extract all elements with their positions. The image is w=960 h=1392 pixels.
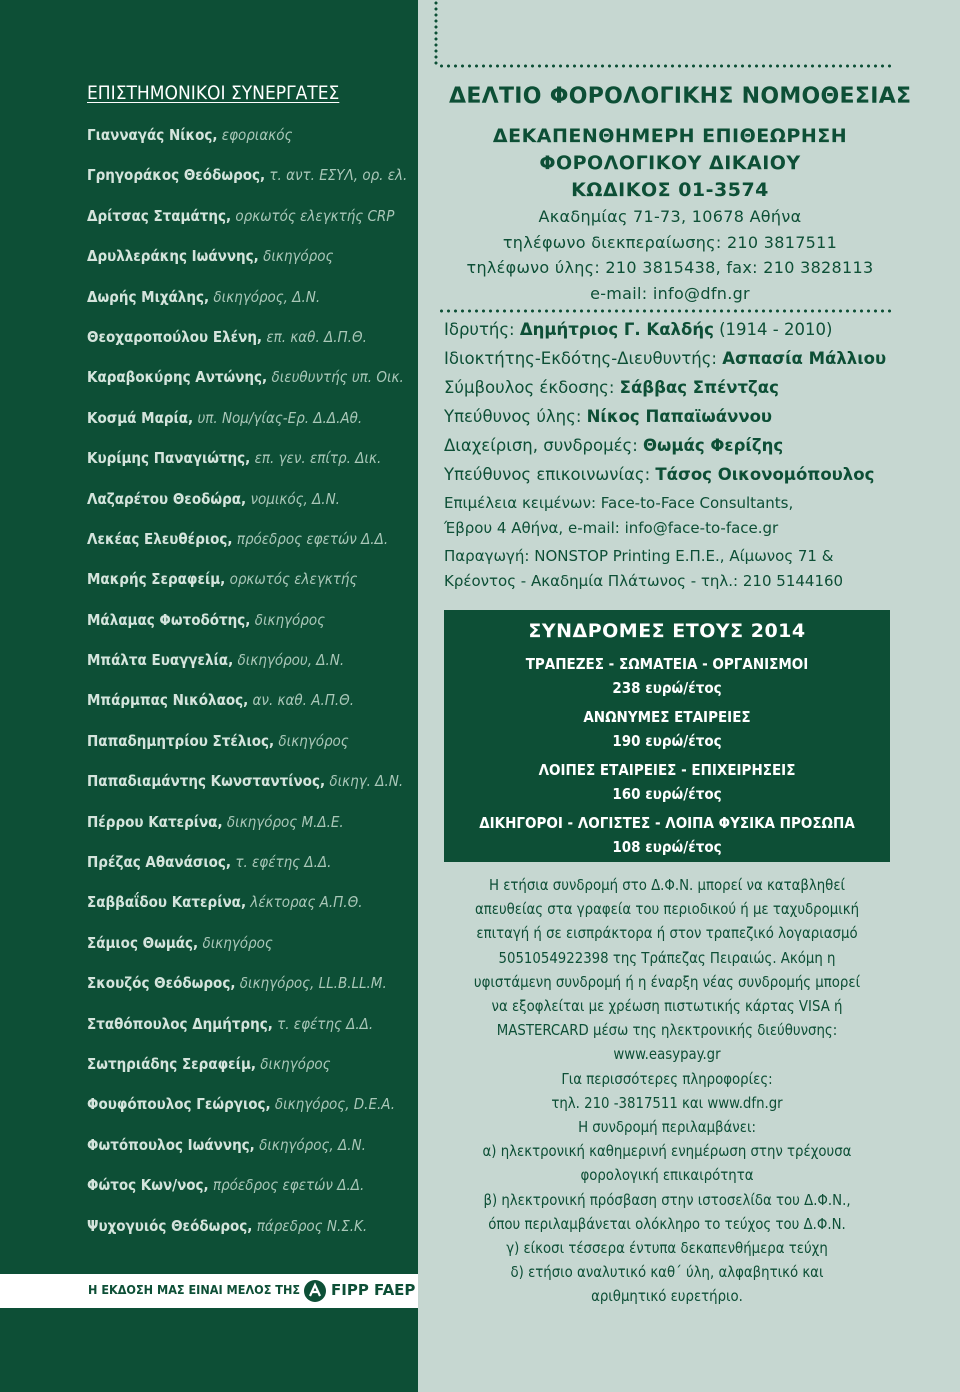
staff-founder: [444, 320, 832, 339]
staff-value: Τάσος Οικονομόπουλος: [655, 465, 875, 484]
collaborator-item: [87, 611, 407, 651]
printing-line-1: Παραγωγή: NONSTOP Printing Ε.Π.Ε., Αίμωνος 71 &: [444, 547, 834, 565]
dotted-divider: [438, 64, 894, 68]
editing-line-2: Έβρου 4 Αθήνα, e-mail: info@face-to-face.gr: [444, 519, 779, 537]
collaborator-name: Ψυχογυιός Θεόδωρος,: [87, 1216, 253, 1235]
subscription-category: ΔΙΚΗΓΟΡΟΙ - ΛΟΓΙΣΤΕΣ - ΛΟΙΠΑ ΦΥΣΙΚΑ ΠΡΟΣΩΠΑ: [479, 814, 855, 832]
collaborator-role: δικηγόρος: [258, 247, 334, 266]
info-line: Η συνδρομή περιλαμβάνει:: [578, 1119, 756, 1137]
collaborator-item: [87, 570, 407, 610]
masthead-phone-2: τηλέφωνο ύλης: 210 3815438, fax: 210 3828113: [466, 258, 874, 277]
collaborator-item: [87, 328, 407, 368]
collaborator-name: Σταθόπουλος Δημήτρης,: [87, 1014, 273, 1033]
subscription-price: 190 ευρώ/έτος: [612, 732, 722, 750]
info-line: επιταγή ή σε εισπράκτορα ή στον τραπεζικό λογαριασμό: [476, 925, 858, 943]
staff-content-manager: [444, 407, 772, 426]
collaborator-role: ορκωτός ελεγκτής: [225, 570, 358, 589]
staff-advisor: [444, 378, 779, 397]
info-line: υφιστάμενη συνδρομή ή η έναρξη νέας συνδρομής μπορεί: [473, 973, 861, 991]
collaborator-role: δικηγόρος: [250, 610, 325, 629]
collaborator-name: Σαββαΐδου Κατερίνα,: [87, 893, 247, 912]
collaborator-name: Φουφόπουλος Γεώργιος,: [87, 1095, 271, 1114]
collaborator-role: τ. αντ. ΕΣΥΛ, ορ. ελ.: [265, 166, 408, 185]
subscription-category: ΤΡΑΠΕΖΕΣ - ΣΩΜΑΤΕΙΑ - ΟΡΓΑΝΙΣΜΟΙ: [525, 655, 809, 673]
collaborator-item: [87, 288, 407, 328]
left-panel: [0, 0, 418, 1392]
staff-label: Διαχείριση, συνδρομές:: [444, 436, 644, 455]
collaborator-name: Θεοχαροπούλου Ελένη,: [87, 327, 263, 346]
membership-text: Η ΕΚΔΟΣΗ ΜΑΣ ΕΙΝΑΙ ΜΕΛΟΣ ΤΗΣ: [88, 1282, 301, 1297]
info-line: β) ηλεκτρονική πρόσβαση στην ιστοσελίδα του Δ.Φ.Ν.,: [483, 1191, 851, 1209]
staff-value: Σάββας Σπέντζας: [619, 378, 779, 397]
collaborator-name: Δωρής Μιχάλης,: [87, 287, 210, 306]
collaborator-role: δικηγόρος: [274, 731, 349, 750]
staff-label: Υπεύθυνος επικοινωνίας:: [444, 465, 656, 484]
collaborator-role: δικηγόρου, Δ.Ν.: [233, 651, 345, 670]
collaborator-role: αν. καθ. Α.Π.Θ.: [248, 691, 355, 710]
collaborator-name: Λαζαρέτου Θεοδώρα,: [87, 489, 247, 508]
collaborator-role: διευθυντής υπ. Οικ.: [267, 368, 404, 387]
collaborator-item: [87, 934, 407, 974]
collaborator-name: Γρηγοράκος Θεόδωρος,: [87, 166, 266, 185]
collaborator-name: Δρυλλεράκης Ιωάννης,: [87, 247, 259, 266]
collaborator-role: δικηγόρος, D.E.A.: [270, 1095, 396, 1114]
collaborator-item: [87, 853, 407, 893]
membership-bar: [0, 1274, 418, 1308]
collaborator-item: [87, 247, 407, 287]
vertical-dotted-divider: [434, 0, 438, 66]
collaborator-name: Μακρής Σεραφείμ,: [87, 570, 226, 589]
collaborators-heading: ΕΠΙΣΤΗΜΟΝΙΚΟΙ ΣΥΝΕΡΓΑΤΕΣ: [87, 82, 340, 104]
subscription-category: ΛΟΙΠΕΣ ΕΤΑΙΡΕΙΕΣ - ΕΠΙΧΕΙΡΗΣΕΙΣ: [538, 761, 796, 779]
info-line: να εξοφλείται με χρέωση πιστωτικής κάρτας VISA ή: [491, 998, 843, 1016]
masthead-line-1: ΔΕΚΑΠΕΝΘΗΜΕΡΗ ΕΠΙΘΕΩΡΗΣΗ: [492, 125, 848, 147]
collaborator-name: Λεκέας Ελευθέριος,: [87, 529, 233, 548]
info-line: γ) είκοσι τέσσερα έντυπα δεκαπενθήμερα τεύχη: [506, 1240, 828, 1258]
printing-line-2: Κρέοντος - Ακαδημία Πλάτωνος - τηλ.: 210 5144160: [444, 572, 844, 590]
fipp-logo-text: FIPP FAEP: [331, 1281, 416, 1299]
staff-extra: (1914 - 2010): [713, 320, 833, 339]
staff-value: Θωμάς Φερίζης: [643, 436, 784, 455]
subscription-price: 108 ευρώ/έτος: [612, 838, 722, 856]
collaborator-role: δικηγόρος, LL.B.LL.M.: [235, 974, 387, 993]
collaborator-role: δικηγόρος Μ.Δ.Ε.: [222, 812, 344, 831]
collaborator-item: [87, 1015, 407, 1055]
collaborator-name: Παπαδιαμάντης Κωνσταντίνος,: [87, 772, 326, 791]
collaborator-item: [87, 1217, 407, 1257]
collaborator-role: νομικός, Δ.Ν.: [246, 489, 340, 508]
collaborator-role: δικηγόρος: [256, 1054, 331, 1073]
collaborator-name: Σωτηριάδης Σεραφείμ,: [87, 1054, 256, 1073]
collaborator-role: λέκτορας Α.Π.Θ.: [246, 893, 363, 912]
staff-label: Σύμβουλος έκδοσης:: [444, 378, 620, 397]
masthead-phone-1: τηλέφωνο διεκπεραίωσης: 210 3817511: [502, 233, 838, 252]
collaborator-item: [87, 530, 407, 570]
subscription-info: [444, 874, 890, 1310]
collaborator-item: [87, 449, 407, 489]
collaborator-item: [87, 409, 407, 449]
info-line: απευθείας στα γραφεία του περιοδικού ή με ταχυδρομική: [474, 901, 860, 919]
publication-title: ΔΕΛΤΙΟ ΦΟΡΟΛΟΓΙΚΗΣ ΝΟΜΟΘΕΣΙΑΣ: [449, 84, 912, 109]
collaborator-name: Κοσμά Μαρία,: [87, 408, 194, 427]
info-line: φορολογική επικαιρότητα: [580, 1167, 754, 1185]
collaborator-name: Πέρρου Κατερίνα,: [87, 812, 223, 831]
collaborator-item: [87, 166, 407, 206]
collaborator-name: Μπάρμπας Νικόλαος,: [87, 691, 249, 710]
subscription-price: 238 ευρώ/έτος: [612, 679, 722, 697]
collaborator-item: [87, 813, 407, 853]
collaborator-item: [87, 368, 407, 408]
collaborator-item: [87, 207, 407, 247]
collaborator-role: πάρεδρος Ν.Σ.Κ.: [252, 1216, 368, 1235]
info-line: www.easypay.gr: [613, 1046, 721, 1064]
collaborator-item: [87, 651, 407, 691]
collaborator-role: επ. γεν. επίτρ. Δικ.: [250, 449, 382, 468]
collaborator-role: τ. εφέτης Δ.Δ.: [231, 853, 332, 872]
collaborator-name: Φώτος Κων/νος,: [87, 1176, 209, 1195]
info-line: τηλ. 210 -3817511 και www.dfn.gr: [551, 1094, 783, 1112]
collaborator-role: πρόεδρος εφετών Δ.Δ.: [208, 1176, 365, 1195]
collaborator-role: επ. καθ. Δ.Π.Θ.: [262, 327, 367, 346]
collaborators-list: [87, 126, 407, 1257]
info-line: α) ηλεκτρονική καθημερινή ενημέρωση στην τρέχουσα: [482, 1143, 852, 1161]
collaborator-role: δικηγόρος: [198, 933, 273, 952]
info-line: αριθμητικό ευρετήριο.: [591, 1288, 743, 1306]
masthead-address: Ακαδημίας 71-73, 10678 Αθήνα: [538, 207, 802, 226]
collaborator-item: [87, 732, 407, 772]
collaborator-item: [87, 893, 407, 933]
dotted-divider: [438, 309, 894, 313]
collaborator-item: [87, 126, 407, 166]
collaborator-item: [87, 974, 407, 1014]
collaborator-role: τ. εφέτης Δ.Δ.: [272, 1014, 374, 1033]
subscriptions-title: ΣΥΝΔΡΟΜΕΣ ΕΤΟΥΣ 2014: [528, 620, 806, 642]
collaborator-name: Γιανναγάς Νίκος,: [87, 126, 218, 144]
collaborator-item: [87, 691, 407, 731]
staff-subscriptions: [444, 436, 783, 455]
staff-label: Υπεύθυνος ύλης:: [444, 407, 587, 426]
collaborator-role: εφοριακός: [217, 126, 293, 144]
collaborator-item: [87, 1136, 407, 1176]
collaborator-item: [87, 1055, 407, 1095]
fipp-logo-icon: [303, 1279, 327, 1303]
staff-label: Ιδιοκτήτης-Εκδότης-Διευθυντής:: [444, 349, 723, 368]
collaborator-name: Μάλαμας Φωτοδότης,: [87, 610, 251, 629]
editing-line-1: Επιμέλεια κειμένων: Face-to-Face Consultants,: [444, 494, 794, 512]
masthead-line-2: ΦΟΡΟΛΟΓΙΚΟΥ ΔΙΚΑΙΟΥ: [539, 152, 801, 174]
collaborator-name: Σάμιος Θωμάς,: [87, 933, 199, 952]
collaborator-role: δικηγ. Δ.Ν.: [325, 772, 404, 791]
collaborator-name: Παπαδημητρίου Στέλιος,: [87, 731, 275, 750]
collaborator-role: υπ. Νομ/γίας-Ερ. Δ.Δ.Αθ.: [193, 408, 363, 427]
collaborator-item: [87, 1176, 407, 1216]
staff-value: Ασπασία Μάλλιου: [722, 349, 887, 368]
subscription-price: 160 ευρώ/έτος: [612, 785, 722, 803]
masthead-code: ΚΩΔΙΚΟΣ 01-3574: [571, 179, 769, 201]
staff-value: Δημήτριος Γ. Καλδής: [519, 320, 714, 339]
collaborator-name: Καραβοκύρης Αντώνης,: [87, 368, 268, 387]
staff-label: Ιδρυτής:: [444, 320, 520, 339]
collaborator-role: ορκωτός ελεγκτής CRP: [231, 206, 395, 225]
collaborator-role: δικηγόρος, Δ.Ν.: [209, 287, 321, 306]
info-line: Για περισσότερες πληροφορίες:: [561, 1070, 773, 1088]
subscriptions-box: [444, 610, 890, 862]
collaborator-item: [87, 1095, 407, 1135]
collaborator-name: Φωτόπουλος Ιωάννης,: [87, 1135, 255, 1154]
staff-owner: [444, 349, 886, 368]
collaborator-name: Κυρίμης Παναγιώτης,: [87, 449, 251, 468]
collaborator-role: πρόεδρος εφετών Δ.Δ.: [232, 529, 389, 548]
collaborator-name: Μπάλτα Ευαγγελία,: [87, 651, 234, 670]
collaborator-role: δικηγόρος, Δ.Ν.: [254, 1135, 366, 1154]
masthead-email: e-mail: info@dfn.gr: [590, 284, 750, 303]
collaborator-name: Σκουζός Θεόδωρος,: [87, 974, 236, 993]
info-line: όπου περιλαμβάνεται ολόκληρο το τεύχος του Δ.Φ.Ν.: [488, 1215, 846, 1233]
collaborator-item: [87, 490, 407, 530]
staff-communication: [444, 465, 874, 484]
collaborator-name: Δρίτσας Σταμάτης,: [87, 206, 232, 225]
subscription-category: ΑΝΩΝΥΜΕΣ ΕΤΑΙΡΕΙΕΣ: [583, 708, 751, 726]
staff-value: Νίκος Παπαϊωάννου: [586, 407, 773, 426]
collaborator-name: Πρέζας Αθανάσιος,: [87, 853, 232, 872]
collaborator-item: [87, 772, 407, 812]
info-line: 5051054922398 της Τράπεζας Πειραιώς. Ακόμη η: [498, 949, 836, 967]
info-line: δ) ετήσιο αναλυτικό καθ΄ ύλη, αλφαβητικό και: [510, 1264, 824, 1282]
info-line: Η ετήσια συνδρομή στο Δ.Φ.Ν. μπορεί να καταβληθεί: [488, 877, 846, 894]
info-line: MASTERCARD μέσω της ηλεκτρονικής διεύθυνσης:: [496, 1022, 838, 1040]
